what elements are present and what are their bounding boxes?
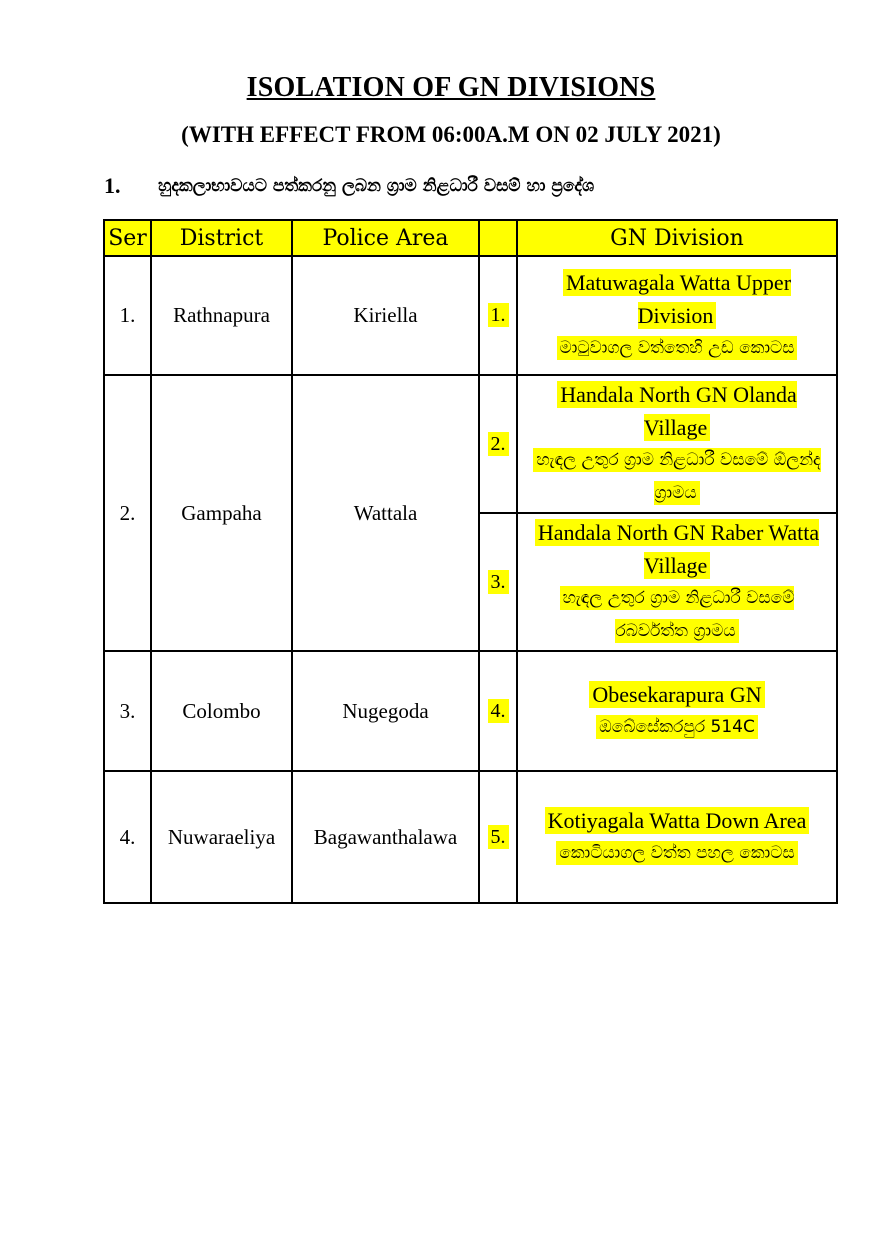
division-number-cell — [479, 651, 517, 771]
gn-division-cell — [517, 256, 837, 375]
gn-division-table — [103, 219, 838, 904]
table-row — [104, 771, 837, 903]
section-text: හුදකලාභාවයට පත්කරනු ලබන ග්‍රාම නිළධාරී වසම් හා ප්‍රදේශ — [158, 176, 595, 196]
division-number-cell — [479, 771, 517, 903]
district-cell: Nuwaraeliya — [151, 771, 292, 903]
gn-division-sinhala: ඔබේසේකරපුර 514C — [596, 715, 758, 739]
header-gn-division: GN Division — [517, 220, 837, 256]
section-heading — [104, 171, 824, 201]
ser-cell: 1. — [104, 256, 151, 375]
header-district: District — [151, 220, 292, 256]
district-cell: Gampaha — [151, 375, 292, 651]
gn-division-cell — [517, 375, 837, 513]
police-area-cell: Wattala — [292, 375, 479, 651]
section-number: 1. — [104, 173, 121, 198]
police-area-cell: Nugegoda — [292, 651, 479, 771]
district-cell: Rathnapura — [151, 256, 292, 375]
gn-division-sinhala: හැඳල උතුර ග්‍රාම නිළධාරී වසමේ ඕලන්ද ග්‍රාමය — [533, 448, 820, 505]
table-header-row — [104, 220, 837, 256]
table-row — [104, 375, 837, 513]
division-number-cell — [479, 256, 517, 375]
police-area-cell: Kiriella — [292, 256, 479, 375]
ser-cell: 4. — [104, 771, 151, 903]
gn-division-cell — [517, 513, 837, 651]
table-row — [104, 651, 837, 771]
division-number: 1. — [488, 303, 509, 327]
gn-division-name: Handala North GN Olanda Village — [557, 381, 796, 441]
division-number-cell — [479, 375, 517, 513]
gn-division-name: Obesekarapura GN — [589, 681, 764, 708]
document-title: ISOLATION OF GN DIVISIONS — [246, 72, 656, 103]
division-number-cell — [479, 513, 517, 651]
header-police-area: Police Area — [292, 220, 479, 256]
gn-division-sinhala: මාටුවාගල වත්තෙහි උඩ කොටස — [557, 336, 798, 360]
ser-cell: 3. — [104, 651, 151, 771]
gn-division-sinhala: කොටියාගල වත්ත පහල කොටස — [556, 841, 797, 865]
header-ser: Ser — [104, 220, 151, 256]
division-number: 5. — [488, 825, 509, 849]
division-number: 3. — [488, 570, 509, 594]
table-row — [104, 256, 837, 375]
gn-division-sinhala: හැඳල උතුර ග්‍රාම නිළධාරී වසමේ රබර්වත්ත ග්‍රාමය — [560, 586, 795, 643]
division-number: 2. — [488, 432, 509, 456]
gn-division-name: Handala North GN Raber Watta Village — [535, 519, 819, 579]
police-area-cell: Bagawanthalawa — [292, 771, 479, 903]
header-no — [479, 220, 517, 256]
gn-division-name: Kotiyagala Watta Down Area — [545, 807, 810, 834]
gn-division-cell — [517, 651, 837, 771]
gn-division-name: Matuwagala Watta Upper Division — [563, 269, 791, 329]
gn-division-cell — [517, 771, 837, 903]
document-subtitle: (WITH EFFECT FROM 06:00A.M ON 02 JULY 2021) — [181, 122, 721, 147]
division-number: 4. — [488, 699, 509, 723]
ser-cell: 2. — [104, 375, 151, 651]
district-cell: Colombo — [151, 651, 292, 771]
